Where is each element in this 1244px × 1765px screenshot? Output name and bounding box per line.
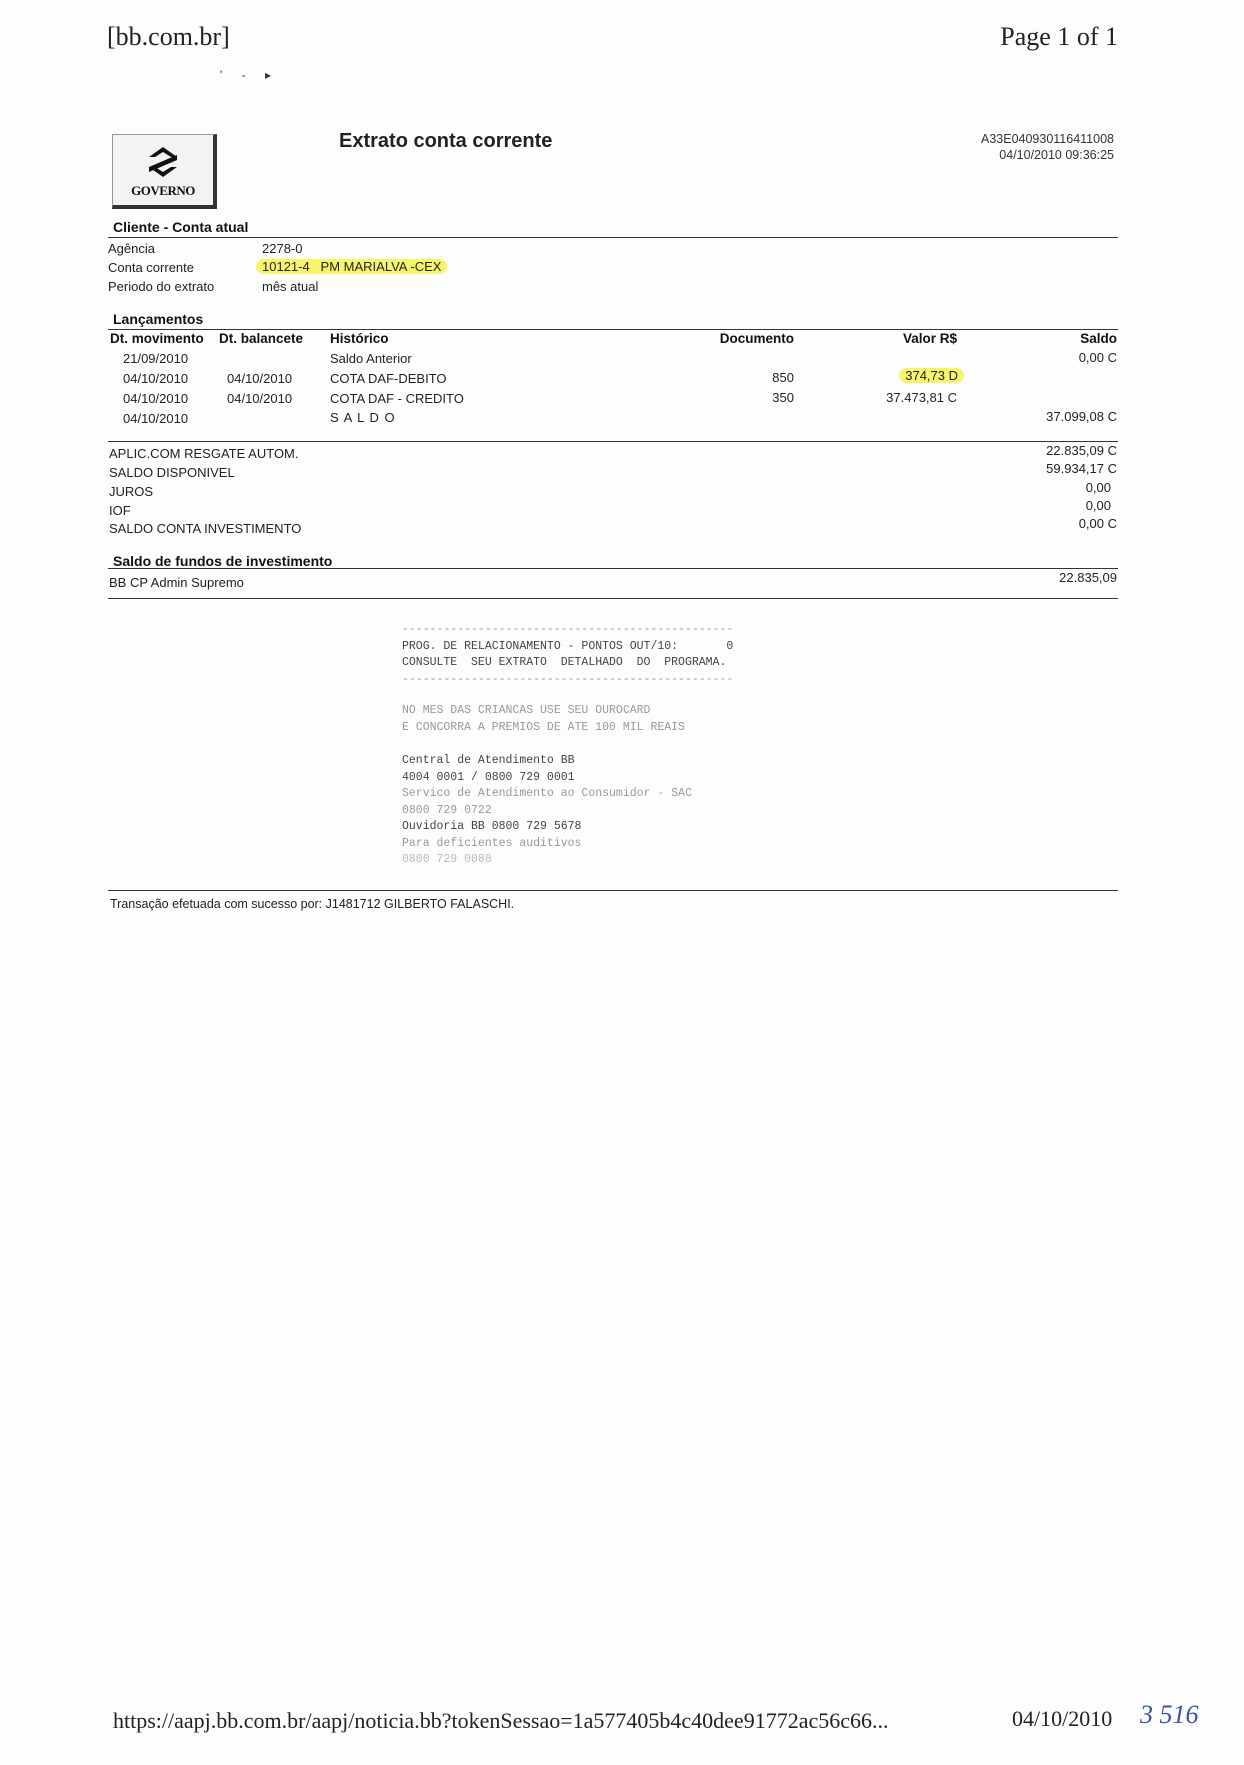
row-saldo: 0,00 C [1078, 350, 1117, 365]
col-documento: Documento [719, 331, 794, 346]
conta-value-text: 10121-4 PM MARIALVA -CEX [256, 259, 447, 274]
row-dt-balancete: 04/10/2010 [227, 371, 293, 386]
lancamentos-section-title: Lançamentos [113, 311, 204, 327]
agencia-label: Agência [108, 241, 155, 256]
divider [108, 329, 1118, 330]
document-title: Extrato conta corrente [339, 130, 553, 152]
bb-logo [112, 134, 217, 209]
promo-line: 4004 0001 / 0800 729 0001 [402, 770, 575, 784]
periodo-value: mês atual [262, 279, 319, 294]
row-documento: 350 [772, 390, 794, 405]
row-historico: COTA DAF - CREDITO [330, 391, 464, 406]
row-dt-balancete: 04/10/2010 [227, 391, 293, 406]
row-valor [899, 368, 964, 383]
divider [108, 890, 1118, 891]
row-dt-movimento: 04/10/2010 [123, 411, 189, 426]
resumo-value: 59.934,17 C [1046, 461, 1117, 476]
divider [108, 568, 1118, 569]
promo-line: Ouvidoria BB 0800 729 5678 [402, 820, 582, 833]
promo-line: NO MES DAS CRIANCAS USE SEU OUROCARD [402, 704, 651, 717]
resumo-value: 0,00 C [1078, 516, 1117, 531]
resumo-value: 22.835,09 C [1046, 443, 1117, 458]
promo-line: Servico de Atendimento ao Consumidor - SAC [402, 787, 692, 800]
row-dt-movimento: 04/10/2010 [123, 371, 189, 386]
promo-line: E CONCORRA A PREMIOS DE ATE 100 MIL REAIS [402, 720, 685, 734]
resumo-value: 0,00 [1085, 498, 1111, 513]
row-historico: S A L D O [330, 410, 396, 425]
row-valor: 37.473,81 C [886, 390, 957, 405]
col-saldo: Saldo [1080, 331, 1117, 346]
bb-logo-icon [143, 143, 183, 181]
promo-line: Para deficientes auditivos [402, 836, 582, 850]
document-code: A33E040930116411008 [980, 132, 1114, 146]
agencia-value: 2278-0 [262, 241, 303, 256]
document-datetime: 04/10/2010 09:36:25 [999, 148, 1114, 162]
periodo-label: Periodo do extrato [108, 279, 215, 294]
resumo-label: IOF [109, 503, 131, 518]
resumo-value: 0,00 [1085, 480, 1111, 495]
row-dt-movimento: 21/09/2010 [123, 351, 189, 366]
resumo-label: SALDO DISPONIVEL [109, 465, 235, 480]
stray-marks: ' - ▸ [220, 68, 279, 82]
footer-url: https://aapj.bb.com.br/aapj/noticia.bb?tokenSessao=1a577405b4c40dee91772ac56c66... [113, 1708, 889, 1733]
row-dt-movimento: 04/10/2010 [123, 391, 189, 406]
footer-date: 04/10/2010 [1012, 1706, 1113, 1731]
resumo-label: JUROS [109, 484, 154, 499]
divider [108, 441, 1118, 442]
divider [108, 237, 1118, 238]
fundos-section-title: Saldo de fundos de investimento [113, 553, 333, 569]
promo-line: 0800 729 0088 [402, 853, 492, 866]
promo-line: PROG. DE RELACIONAMENTO - PONTOS OUT/10: 0 [402, 639, 734, 653]
col-historico: Histórico [330, 331, 389, 346]
col-dt-movimento: Dt. movimento [110, 331, 204, 346]
promo-line: 0800 729 0722 [402, 803, 492, 817]
handwritten-number: 3 516 [1140, 1700, 1199, 1729]
row-saldo: 37.099,08 C [1046, 409, 1117, 424]
promo-dashes: ------------------------------------------------ [402, 672, 734, 686]
col-valor: Valor R$ [902, 331, 957, 346]
row-historico: Saldo Anterior [330, 351, 412, 366]
promo-dashes: ------------------------------------------------ [402, 623, 734, 636]
resumo-label: APLIC.COM RESGATE AUTOM. [109, 446, 299, 461]
promo-line: CONSULTE SEU EXTRATO DETALHADO DO PROGRAMA. [402, 656, 727, 669]
row-valor-text: 374,73 D [899, 368, 964, 383]
transacao-text: Transação efetuada com sucesso por: J1481712 GILBERTO FALASCHI. [110, 897, 515, 911]
conta-label: Conta corrente [108, 260, 194, 275]
fundo-value: 22.835,09 [1059, 570, 1117, 585]
divider [108, 598, 1118, 599]
col-dt-balancete: Dt. balancete [219, 331, 304, 346]
promo-block [402, 622, 733, 869]
site-header: [bb.com.br] [107, 22, 230, 51]
conta-value [256, 259, 447, 274]
page-number: Page 1 of 1 [1000, 22, 1118, 51]
fundo-label: BB CP Admin Supremo [109, 575, 244, 590]
row-historico: COTA DAF-DEBITO [330, 371, 447, 386]
row-documento: 850 [772, 370, 794, 385]
promo-line: Central de Atendimento BB [402, 754, 575, 767]
cliente-section-title: Cliente - Conta atual [113, 219, 249, 235]
logo-text: GOVERNO [131, 183, 195, 198]
resumo-label: SALDO CONTA INVESTIMENTO [109, 521, 302, 536]
